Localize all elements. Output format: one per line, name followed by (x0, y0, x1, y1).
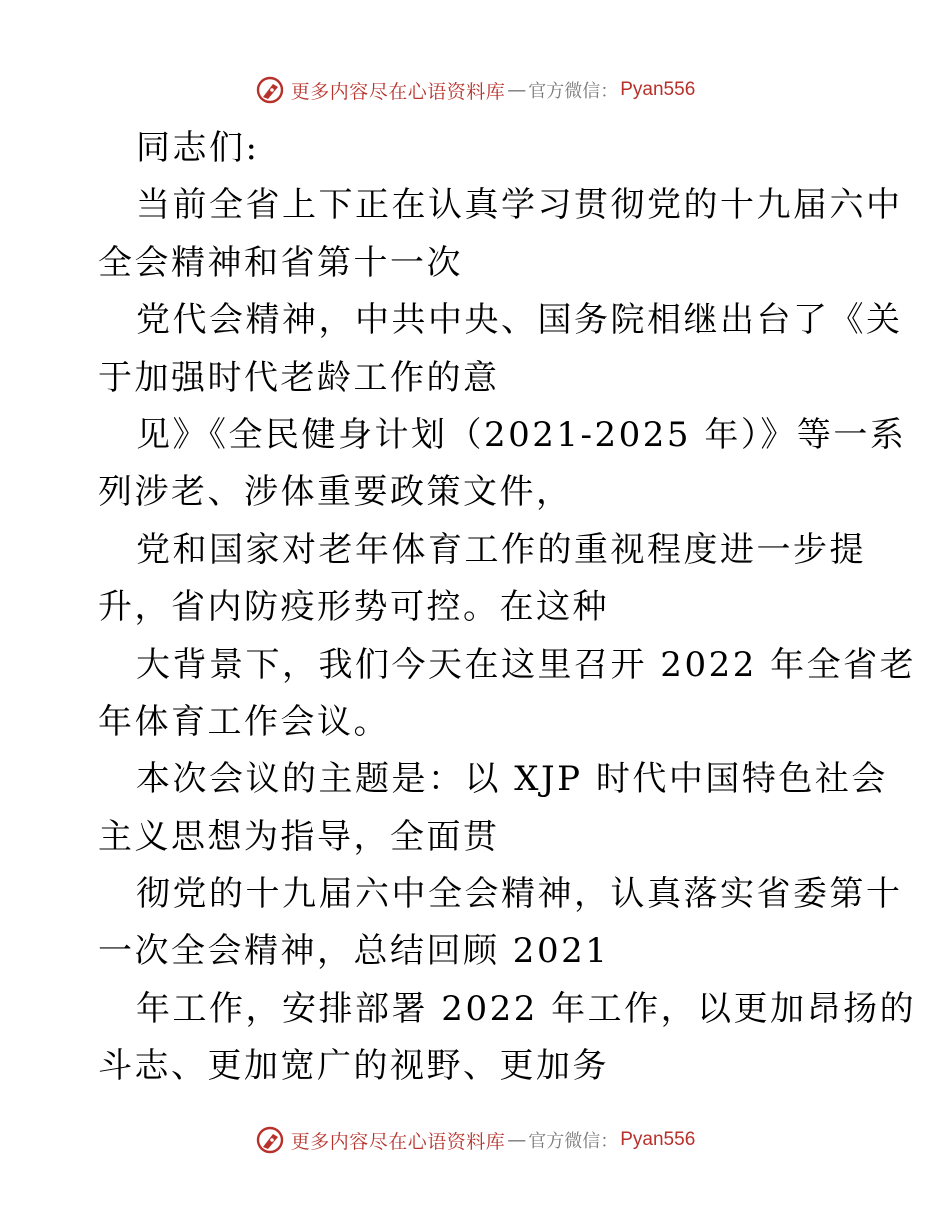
banner-official-label: 官方微信： (528, 81, 619, 102)
text-line: 见》《全民健身计划（2021-2025 年）》等一系 (136, 414, 907, 455)
text-line: 于加强时代老龄工作的意 (98, 357, 500, 398)
text-line: 彻党的十九届六中全会精神，认真落实省委第十 (136, 874, 903, 915)
pen-nib-logo-icon (255, 75, 285, 105)
banner-wechat-id: Pyan556 (620, 1129, 696, 1150)
text-line: 主义思想为指导，全面贯 (98, 816, 500, 857)
banner-wechat-id: Pyan556 (620, 79, 696, 100)
text-line: 列涉老、涉体重要政策文件， (98, 472, 573, 513)
banner-brand-text: 更多内容尽在心语资料库 (290, 80, 506, 103)
banner-official-label: 官方微信： (528, 1131, 619, 1152)
text-line: 本次会议的主题是：以 XJP 时代中国特色社会 (136, 759, 888, 800)
text-line: 党代会精神，中共中央、国务院相继出台了《关 (136, 300, 903, 341)
banner-brand-text: 更多内容尽在心语资料库 (290, 1130, 506, 1153)
text-line: 年体育工作会议。 (98, 701, 390, 742)
text-line: 一次全会精神，总结回顾 2021 (98, 931, 610, 972)
text-line: 同志们: (136, 128, 260, 168)
text-line: 大背景下，我们今天在这里召开 2022 年全省老 (136, 644, 917, 685)
text-line: 全会精神和省第十一次 (98, 242, 463, 283)
document-body (98, 120, 917, 1096)
header-banner (0, 70, 950, 110)
text-line: 升，省内防疫形势可控。在这种 (98, 587, 609, 628)
pen-nib-logo-icon (255, 1125, 285, 1155)
text-line: 斗志、更加宽广的视野、更加务 (98, 1046, 609, 1087)
footer-banner (0, 1120, 950, 1160)
banner-separator: — (507, 79, 527, 101)
banner-separator: — (507, 1129, 527, 1151)
text-line: 年工作，安排部署 2022 年工作，以更加昂扬的 (136, 988, 917, 1029)
text-line: 当前全省上下正在认真学习贯彻党的十九届六中 (136, 185, 903, 226)
text-line: 党和国家对老年体育工作的重视程度进一步提 (136, 529, 866, 570)
